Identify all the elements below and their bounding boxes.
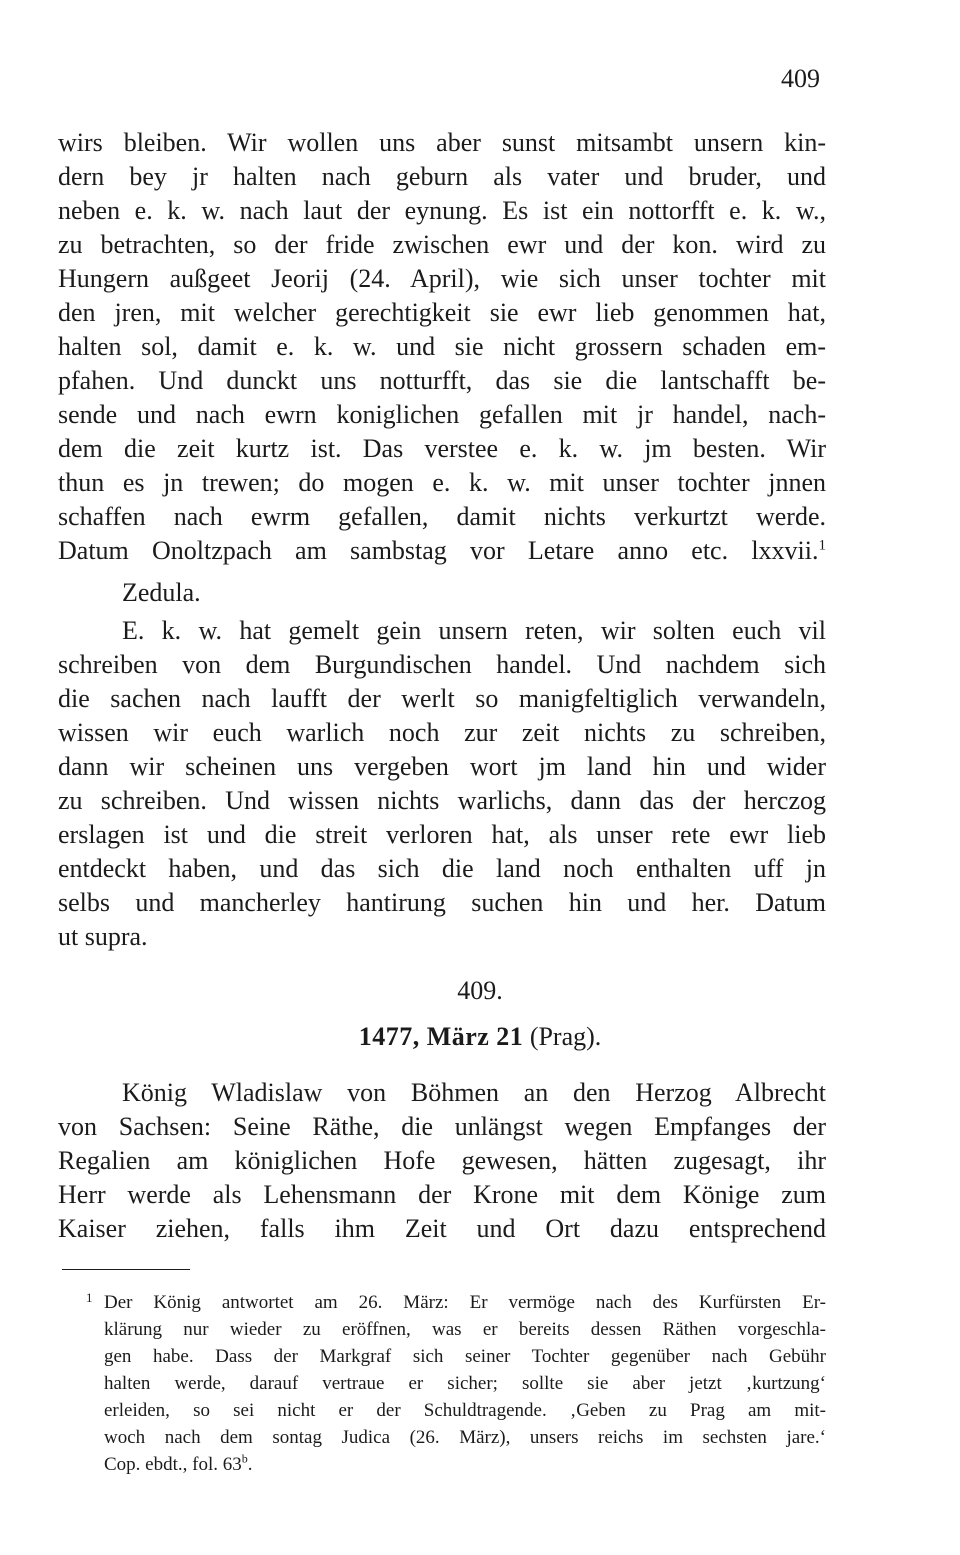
text-line: halten sol, damit e. k. w. und sie nicht grossern schaden em- xyxy=(58,332,826,361)
footnote-citation: Cop. ebdt., fol. 63 xyxy=(104,1454,242,1475)
footnote-line: klärung nur wieder zu eröffnen, was er bereits dessen Räthen vorgeschla- xyxy=(104,1319,826,1340)
text-line: dern bey jr halten nach geburn als vater und bruder, und xyxy=(58,162,826,191)
text-line: wirs bleiben. Wir wollen uns aber sunst mitsambt unsern kin- xyxy=(58,128,826,157)
document-place: (Prag). xyxy=(529,1022,602,1051)
text-line: E. k. w. hat gemelt gein unsern reten, wir solten euch vil xyxy=(122,616,826,645)
footnote-citation-end: . xyxy=(247,1454,253,1475)
text-line: selbs und mancherley hantirung suchen hin und her. Datum xyxy=(58,888,826,917)
footnote-line: halten werde, darauf vertraue er sicher; sollte sie aber jetzt ‚kurtzung‘ xyxy=(104,1373,826,1394)
footnote-divider xyxy=(62,1269,190,1270)
text-line: schaffen nach ewrm gefallen, damit nichts verkurtzt werde. xyxy=(58,502,826,531)
text-line: zu betrachten, so der fride zwischen ewr und der kon. wird zu xyxy=(58,230,826,259)
text-line: Kaiser ziehen, falls ihm Zeit und Ort dazu entsprechend xyxy=(58,1214,826,1243)
text-line: König Wladislaw von Böhmen an den Herzog Albrecht xyxy=(122,1078,826,1107)
text-line: sende und nach ewrn koniglichen gefallen mit jr handel, nach- xyxy=(58,400,826,429)
document-date-heading xyxy=(0,1022,960,1052)
footnote-citation-sup: b xyxy=(241,1451,248,1466)
text-line: dem die zeit kurtz ist. Das verstee e. k. w. jm besten. Wir xyxy=(58,434,826,463)
text-line: Herr werde als Lehensmann der Krone mit dem Könige zum xyxy=(58,1180,826,1209)
text-line: neben e. k. w. nach laut der eynung. Es ist ein nottorfft e. k. w., xyxy=(58,196,826,225)
text-line: schreiben von dem Burgundischen handel. Und nachdem sich xyxy=(58,650,826,679)
text-line: Regalien am königlichen Hofe gewesen, hätten zugesagt, ihr xyxy=(58,1146,826,1175)
text-line: wissen wir euch warlich noch zur zeit nichts zu schreiben, xyxy=(58,718,826,747)
footnote-line: erleiden, so sei nicht er der Schuldtragende. ‚Geben zu Prag am mit- xyxy=(104,1400,826,1421)
text-line: dann wir scheinen uns vergeben wort jm land hin und wider xyxy=(58,752,826,781)
page-number: 409 xyxy=(781,64,820,93)
document-date: 1477, März 21 xyxy=(358,1022,524,1051)
footnote-line: gen habe. Dass der Markgraf sich seiner Tochter gegenüber nach Gebühr xyxy=(104,1346,826,1367)
footnote-reference: 1 xyxy=(818,537,826,554)
footnote-line: woch nach dem sontag Judica (26. März), unsers reichs im sechsten jare.‘ xyxy=(104,1427,826,1448)
text-line: den jren, mit welcher gerechtigkeit sie ewr lieb genommen hat, xyxy=(58,298,826,327)
document-number: 409. xyxy=(457,976,503,1005)
text-line: von Sachsen: Seine Räthe, die unlängst wegen Empfanges der xyxy=(58,1112,826,1141)
text-line: thun es jn trewen; do mogen e. k. w. mit unser tochter jnnen xyxy=(58,468,826,497)
text-line: erslagen ist und die streit verloren hat, als unser rete ewr lieb xyxy=(58,820,826,849)
footnote-line: Der König antwortet am 26. März: Er vermöge nach des Kurfürsten Er- xyxy=(104,1292,826,1313)
date-line-text: Datum Onoltzpach am sambstag vor Letare anno etc. lxxvii. xyxy=(58,536,819,565)
text-line xyxy=(58,536,826,566)
footnote-mark: 1 xyxy=(86,1290,93,1305)
text-line: zu schreiben. Und wissen nichts warlichs, dann das der herczog xyxy=(58,786,826,815)
text-line: entdeckt haben, und das sich die land noch enthalten uff jn xyxy=(58,854,826,883)
text-line: pfahen. Und dunckt uns notturfft, das sie die lantschafft be- xyxy=(58,366,826,395)
zedula-heading: Zedula. xyxy=(122,578,201,607)
footnote-line xyxy=(104,1452,826,1477)
text-line: die sachen nach laufft der werlt so manigfeltiglich verwandeln, xyxy=(58,684,826,713)
text-line: ut supra. xyxy=(58,922,148,951)
text-line: Hungern außgeet Jeorij (24. April), wie sich unser tochter mit xyxy=(58,264,826,293)
